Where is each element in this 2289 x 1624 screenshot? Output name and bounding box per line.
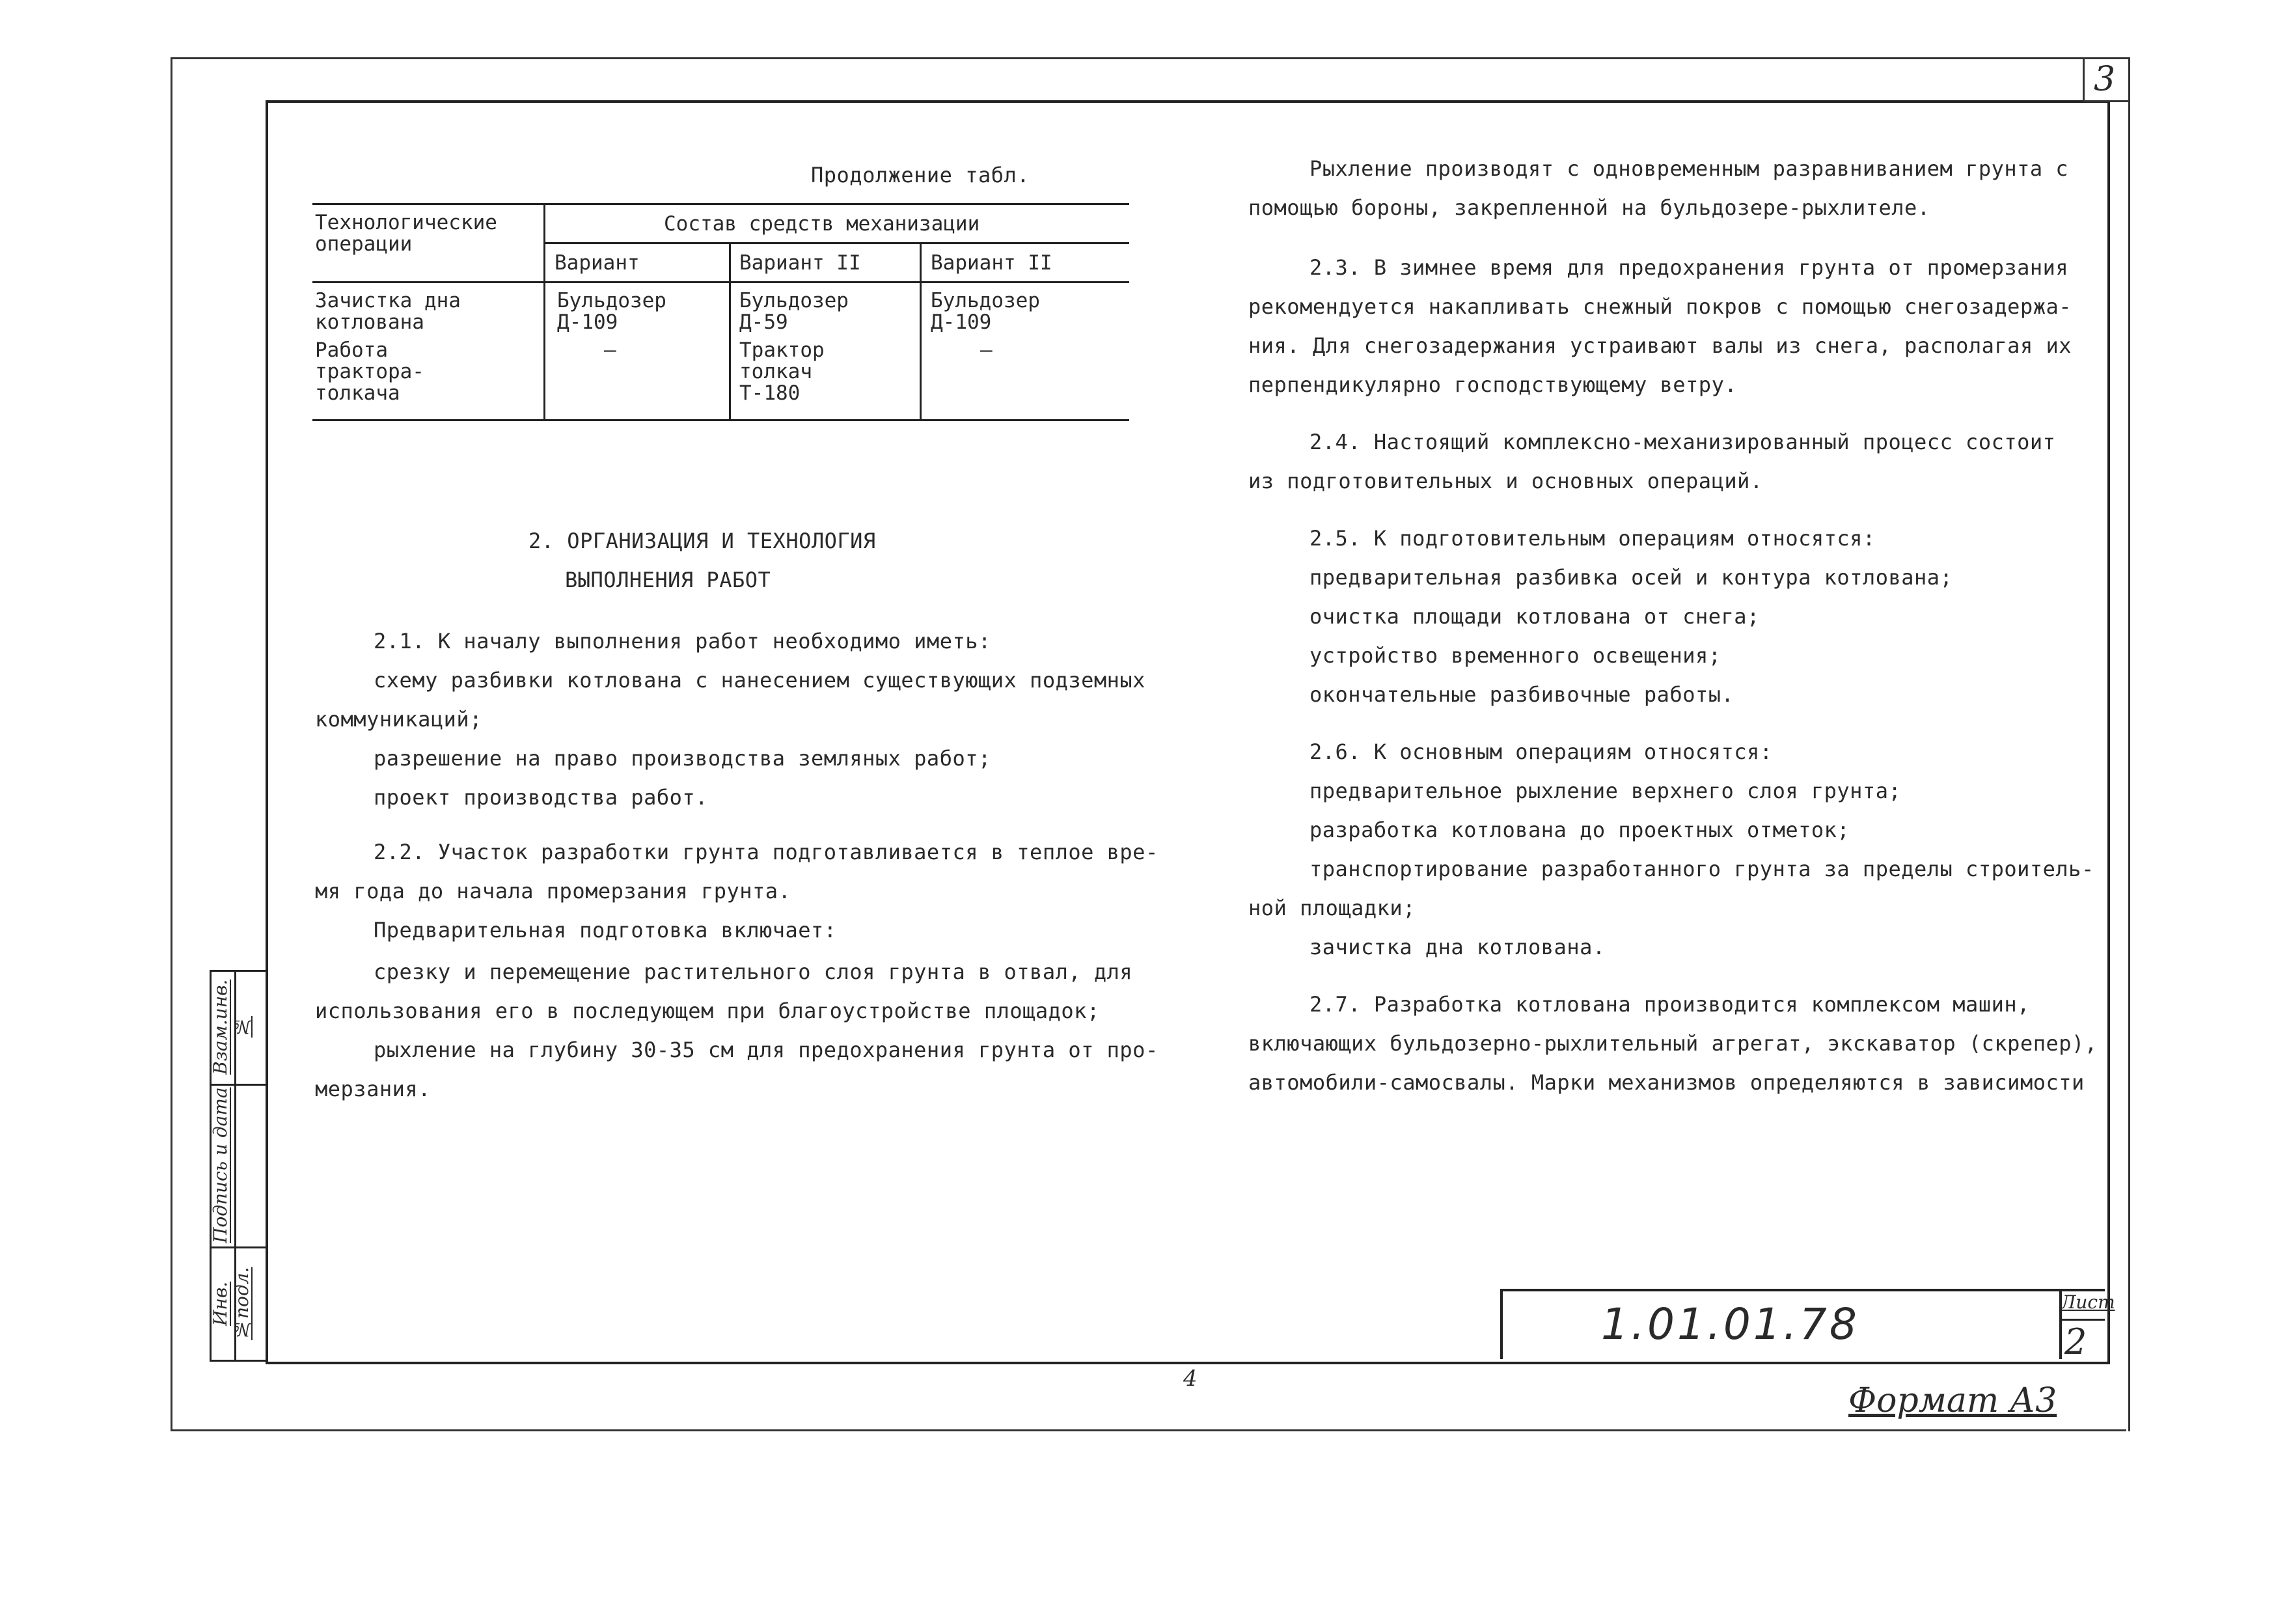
body-line: перпендикулярно господствующему ветру.	[1248, 372, 1738, 397]
document-code: 1.01.01.78	[1601, 1299, 1859, 1349]
body-line: Рыхление производят с одновременным разравниванием грунта с	[1309, 156, 2069, 181]
stamp-field-replacement: Взам.инв.№	[210, 979, 253, 1075]
stamp-field-signature: Подпись и дата	[210, 1087, 231, 1243]
body-line: 2.4. Настоящий комплексно-механизированный процесс состоит	[1309, 430, 2056, 454]
body-line: 2.7. Разработка котлована производится комплексом машин,	[1309, 992, 2030, 1017]
table-bottom-rule	[312, 419, 1129, 421]
body-line: из подготовительных и основных операций.	[1248, 469, 1763, 493]
table-cell: Бульдозер Д-109	[557, 289, 666, 334]
body-line: 2.5. К подготовительным операциям относятся:	[1309, 526, 1876, 551]
body-line: зачистка дна котлована.	[1309, 935, 1606, 959]
body-line: окончательные разбивочные работы.	[1309, 682, 1734, 707]
body-line: помощью бороны, закрепленной на бульдозере-рыхлителе.	[1248, 195, 1930, 220]
body-line: мерзания.	[315, 1077, 431, 1101]
body-line: срезку и перемещение растительного слоя грунта в отвал, для	[374, 959, 1133, 984]
table-group-rule	[543, 242, 1129, 244]
table-header-rule	[312, 281, 1129, 283]
table-col-divider	[729, 242, 731, 419]
table-cell: Бульдозер Д-59	[739, 289, 849, 334]
body-line: рекомендуется накапливать снежный покров с помощью снегозадержа-	[1248, 294, 2072, 319]
body-line: 2.3. В зимнее время для предохранения грунта от промерзания	[1309, 255, 2069, 280]
page-number: 4	[1183, 1366, 1198, 1392]
body-line: 2.1. К началу выполнения работ необходимо иметь:	[374, 629, 991, 654]
body-line: проект производства работ.	[374, 785, 708, 810]
sheet-corner-number: 3	[2093, 60, 2116, 99]
body-line: очистка площади котлована от снега;	[1309, 604, 1760, 629]
body-line: ния. Для снегозадержания устраивают валы из снега, располагая их	[1248, 333, 2072, 358]
body-line: автомобили-самосвалы. Марки механизмов определяются в зависимости	[1248, 1070, 2085, 1095]
table-cell: –	[980, 338, 993, 362]
title-block-sheet-rule	[2059, 1319, 2105, 1321]
stamp-field-inventory: Инв.№подл.	[210, 1267, 253, 1341]
body-line: разрешение на право производства земляных работ;	[374, 746, 991, 771]
body-line: устройство временного освещения;	[1309, 643, 1721, 668]
body-line: предварительное рыхление верхнего слоя грунта;	[1309, 778, 1902, 803]
outer-bottom-rule	[171, 1429, 2126, 1431]
body-line: разработка котлована до проектных отметок;	[1309, 818, 1850, 842]
table-header-operations: Технологические операции	[315, 211, 497, 256]
table-caption: Продолжение табл.	[811, 163, 1030, 187]
body-line: транспортирование разработанного грунта за пределы строитель-	[1309, 857, 2094, 881]
table-row-operation: Зачистка дна котлована	[315, 289, 461, 334]
table-top-rule	[312, 203, 1129, 205]
body-line: мя года до начала промерзания грунта.	[315, 879, 791, 903]
table-cell: –	[604, 338, 616, 362]
section-title-line-2: ВЫПОЛНЕНИЯ РАБОТ	[565, 568, 771, 592]
sheet-value: 2	[2064, 1321, 2087, 1362]
table-header-variant-3: Вариант II	[931, 251, 1052, 275]
body-line: ной площадки;	[1248, 896, 1416, 920]
drawing-frame	[266, 100, 2115, 1364]
body-line: Предварительная подготовка включает:	[374, 918, 837, 943]
body-line: 2.6. К основным операциям относятся:	[1309, 739, 1773, 764]
body-line: рыхление на глубину 30-35 см для предохранения грунта от про-	[374, 1038, 1158, 1062]
table-row-operation: Работа трактора- толкача	[315, 338, 424, 405]
sheet-label: Лист	[2061, 1291, 2115, 1313]
table-col-divider	[543, 203, 545, 419]
section-title-line-1: 2. ОРГАНИЗАЦИЯ И ТЕХНОЛОГИЯ	[528, 529, 876, 553]
table-cell: Трактор толкач Т-180	[739, 338, 825, 405]
body-line: 2.2. Участок разработки грунта подготавливается в теплое вре-	[374, 840, 1158, 864]
body-line: включающих бульдозерно-рыхлительный агрегат, экскаватор (скрепер),	[1248, 1031, 2098, 1056]
body-line: предварительная разбивка осей и контура котлована;	[1309, 565, 1953, 590]
body-line: коммуникаций;	[315, 707, 482, 732]
format-label: Формат А3	[1848, 1381, 2057, 1420]
table-header-variant-2: Вариант II	[739, 251, 861, 275]
body-line: использования его в последующем при благоустройстве площадок;	[315, 998, 1100, 1023]
table-cell: Бульдозер Д-109	[931, 289, 1040, 334]
table-col-divider	[920, 242, 922, 419]
table-header-variant-1: Вариант	[555, 251, 640, 275]
table-header-group: Состав средств механизации	[664, 212, 980, 236]
body-line: схему разбивки котлована с нанесением существующих подземных	[374, 668, 1145, 693]
